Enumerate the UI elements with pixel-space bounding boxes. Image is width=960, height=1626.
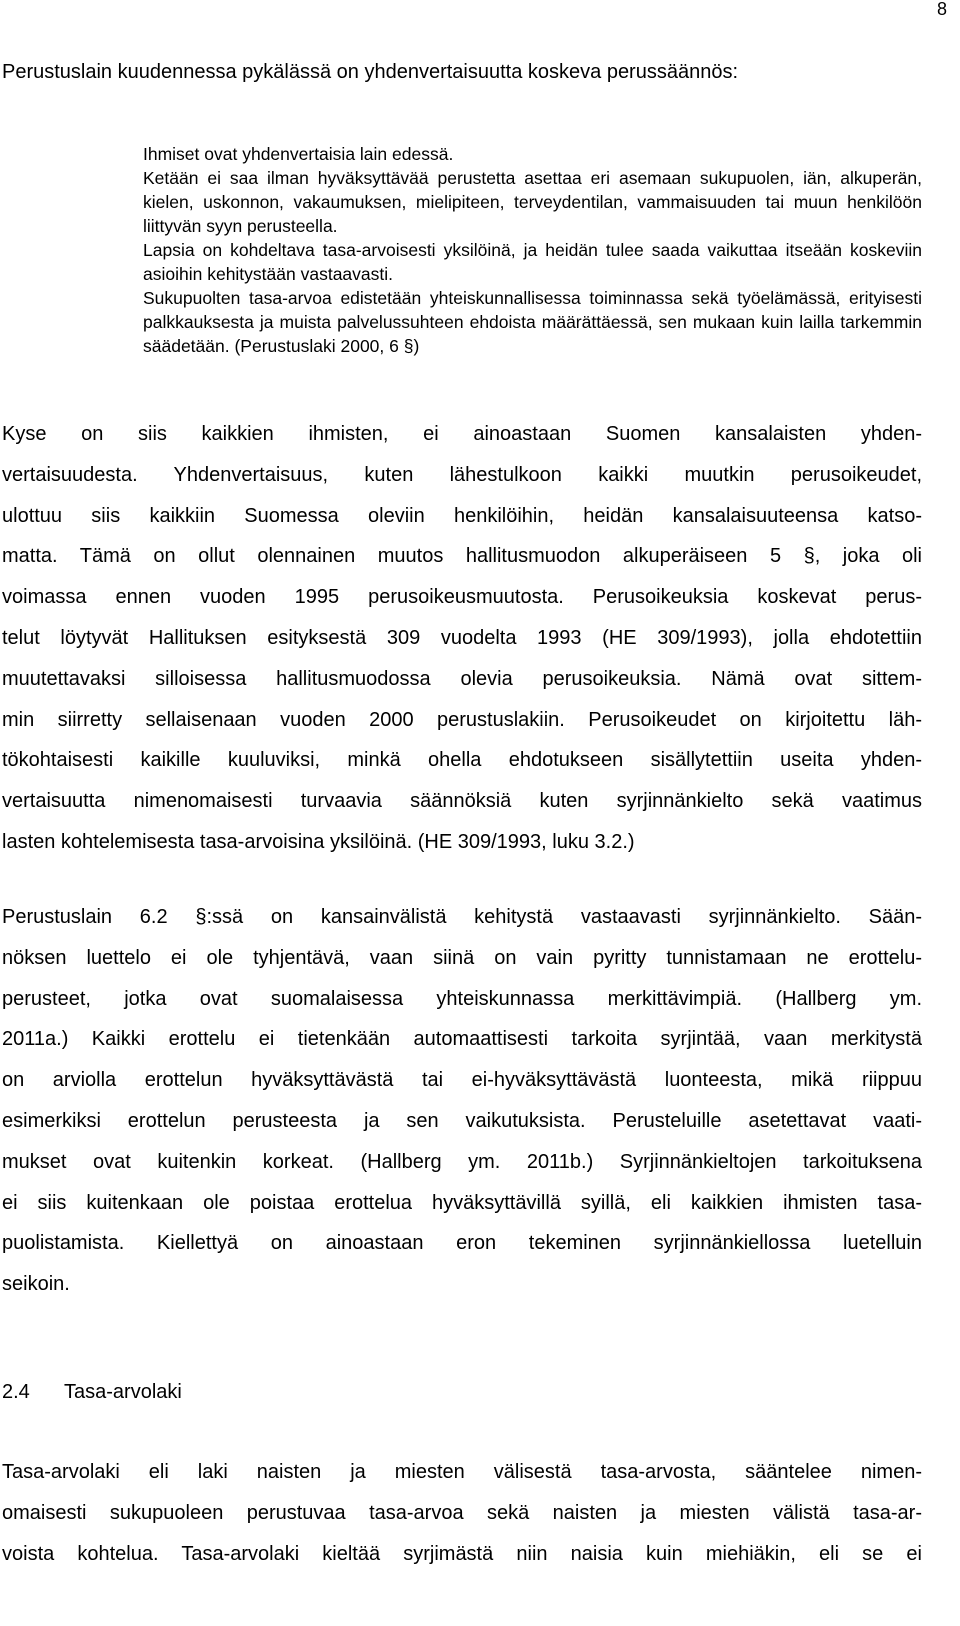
- text-line: perusteet, jotka ovat suomalaisessa yhteiskunnassa merkittävimpiä. (Hallberg ym.: [2, 987, 922, 1010]
- text-line: esimerkiksi erottelun perusteesta ja sen vaikutuksista. Perusteluille asetettavat vaati-: [2, 1109, 922, 1132]
- text-line: 2011a.) Kaikki erottelu ei tietenkään automaattisesti tarkoita syrjintää, vaan merkitystä: [2, 1028, 922, 1051]
- text-line: lasten kohtelemisesta tasa-arvoisina yksilöinä. (HE 309/1993, luku 3.2.): [2, 830, 635, 853]
- quote-paragraph: Sukupuolten tasa-arvoa edistetään yhteiskunnallisessa toiminnassa sekä työelämässä, erityisesti palkkauksesta ja muista palvelussuhteen ehdoista määrättäessä, sen mukaan kuin lailla tarkemmin säädetään. (Perustuslaki 2000, 6 §): [143, 288, 922, 356]
- text-line: Perustuslain 6.2 §:ssä on kansainvälistä kehitystä vastaavasti syrjinnänkielto. Sään-: [2, 906, 922, 928]
- text-line: puolistamista. Kiellettyä on ainoastaan eron tekeminen syrjinnänkiellossa luetelluin: [2, 1232, 922, 1255]
- text-line: matta. Tämä on ollut olennainen muutos hallitusmuodon alkuperäiseen 5 §, joka oli: [2, 545, 922, 568]
- text-line: mukset ovat kuitenkin korkeat. (Hallberg ym. 2011b.) Syrjinnänkieltojen tarkoituksena: [2, 1150, 922, 1173]
- law-quote: [143, 142, 922, 358]
- text-line: min siirretty sellaisenaan vuoden 2000 perustuslakiin. Perusoikeudet on kirjoitettu läh-: [2, 708, 922, 731]
- text-line: omaisesti sukupuoleen perustuvaa tasa-arvoa sekä naisten ja miesten välistä tasa-ar-: [2, 1501, 922, 1524]
- body-paragraph-2: [2, 897, 922, 1305]
- section-heading: [2, 1380, 182, 1404]
- text-line: voista kohtelua. Tasa-arvolaki kieltää syrjimästä niin naisia kuin miehiäkin, eli se ei: [2, 1542, 922, 1565]
- text-line: ei siis kuitenkaan ole poistaa erottelua hyväksyttävillä syillä, eli kaikkien ihmisten tasa-: [2, 1191, 922, 1214]
- text-line: tökohtaisesti kaikille kuuluviksi, minkä ohella ehdotukseen sisällytettiin useita yhden-: [2, 749, 922, 772]
- quote-paragraph: Lapsia on kohdeltava tasa-arvoisesti yksilöinä, ja heidän tulee saada vaikuttaa itseään koskeviin asioihin kehitystään vastaavasti.: [143, 240, 922, 284]
- text-line: Tasa-arvolaki eli laki naisten ja miesten välisestä tasa-arvosta, sääntelee nimen-: [2, 1461, 922, 1483]
- page-number: 8: [937, 0, 948, 19]
- text-line: ulottuu siis kaikkiin Suomessa oleviin henkilöihin, heidän kansalaisuuteensa katso-: [2, 504, 922, 527]
- text-line: on arviolla erottelun hyväksyttävästä tai ei-hyväksyttävästä luonteesta, mikä riippuu: [2, 1069, 922, 1092]
- text-line: voimassa ennen vuoden 1995 perusoikeusmuutosta. Perusoikeuksia koskevat perus-: [2, 586, 922, 609]
- text-line: nöksen luettelo ei ole tyhjentävä, vaan siinä on vain pyritty tunnistamaan ne erottelu-: [2, 946, 922, 969]
- text-line: seikoin.: [2, 1273, 70, 1296]
- section-title: Tasa-arvolaki: [64, 1381, 182, 1403]
- text-line: telut löytyvät Hallituksen esityksestä 309 vuodelta 1993 (HE 309/1993), jolla ehdotettiin: [2, 626, 922, 649]
- quote-paragraph: Ketään ei saa ilman hyväksyttävää perustetta asettaa eri asemaan sukupuolen, iän, alkuperän, kielen, uskonnon, vakaumuksen, mielipiteen, terveydentilan, vammaisuuden tai muun henkilöön liittyvän syyn perusteella.: [143, 168, 922, 236]
- text-line: vertaisuutta nimenomaisesti turvaavia säännöksiä kuten syrjinnänkielto sekä vaatimus: [2, 790, 922, 813]
- section-paragraph: [2, 1452, 922, 1574]
- intro-paragraph: Perustuslain kuudennessa pykälässä on yhdenvertaisuutta koskeva perussäännös:: [2, 61, 739, 83]
- quote-paragraph: Ihmiset ovat yhdenvertaisia lain edessä.: [143, 144, 454, 164]
- body-paragraph-1: [2, 414, 922, 863]
- text-line: Kyse on siis kaikkien ihmisten, ei ainoastaan Suomen kansalaisten yhden-: [2, 423, 922, 445]
- section-number: 2.4: [2, 1381, 30, 1403]
- text-line: vertaisuudesta. Yhdenvertaisuus, kuten lähestulkoon kaikki muutkin perusoikeudet,: [2, 463, 922, 486]
- text-line: muutettavaksi silloisessa hallitusmuodossa olevia perusoikeuksia. Nämä ovat sittem-: [2, 667, 922, 690]
